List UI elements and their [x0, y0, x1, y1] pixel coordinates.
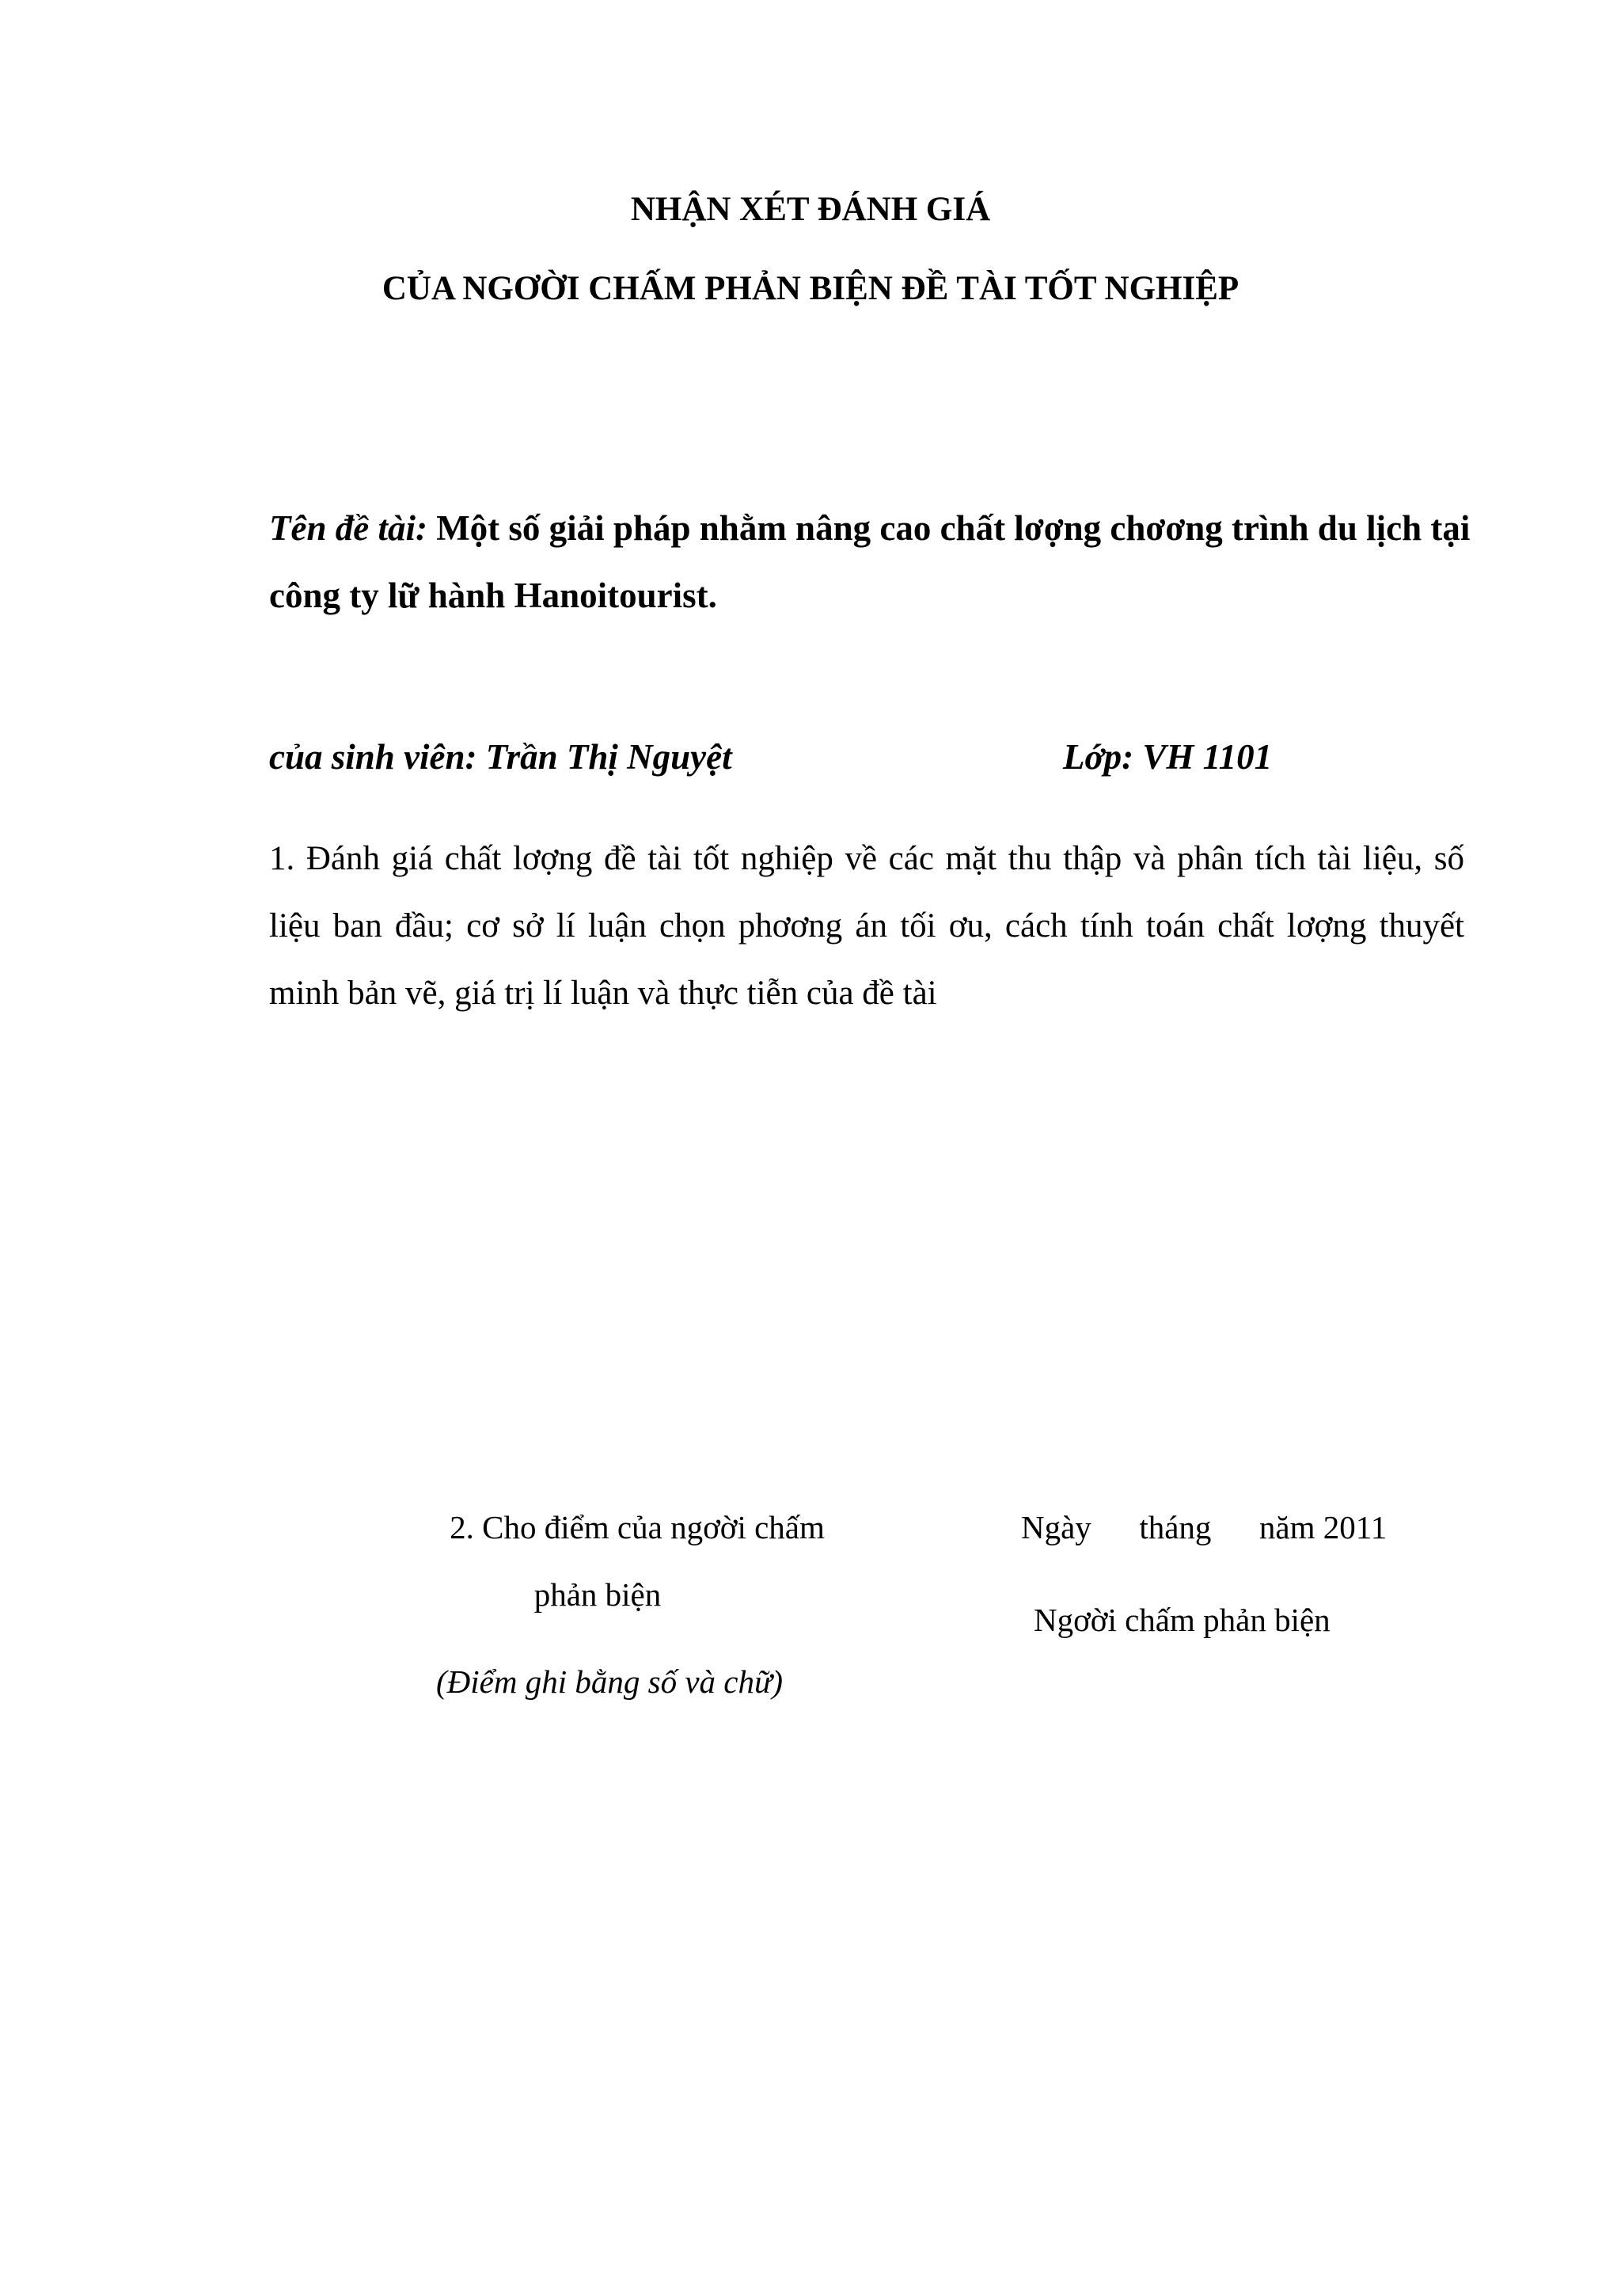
topic-block: [269, 495, 1488, 629]
score-note: (Điểm ghi bằng số và chữ): [436, 1663, 783, 1700]
student-name: của sinh viên: Trần Thị Nguyệt: [269, 737, 732, 777]
topic-label: Tên đề tài:: [269, 508, 427, 548]
date-month-label: tháng: [1139, 1509, 1212, 1545]
date-day-label: Ngày: [1021, 1509, 1091, 1545]
score-heading: 2. Cho điểm của ngơời chấm: [450, 1509, 825, 1545]
student-class: Lớp: VH 1101: [1063, 737, 1273, 777]
signature-role: Ngơời chấm phản biện: [1034, 1602, 1331, 1638]
topic-text: Một số giải pháp nhằm nâng cao chất lơợng chơơng trình du lịch tại công ty lữ hành Hanoitourist.: [269, 508, 1471, 615]
date-year-label: năm 2011: [1258, 1509, 1388, 1545]
score-heading-cont: phản biện: [533, 1576, 662, 1613]
document-subtitle: CỦA NGƠỜI CHẤM PHẢN BIỆN ĐỀ TÀI TỐT NGHIỆP: [382, 270, 1239, 307]
document-title: NHẬN XÉT ĐÁNH GIÁ: [630, 191, 991, 228]
signature-date: [1021, 1508, 1387, 1546]
evaluation-item-1: 1. Đánh giá chất lơợng đề tài tốt nghiệp về các mặt thu thập và phân tích tài liệu, số liệu ban đầu; cơ sở lí luận chọn phơơng án tối ơu, cách tính toán chất lơợng thuyết minh bản vẽ, giá trị lí luận và thực tiễn của đề tài: [269, 840, 1464, 1012]
